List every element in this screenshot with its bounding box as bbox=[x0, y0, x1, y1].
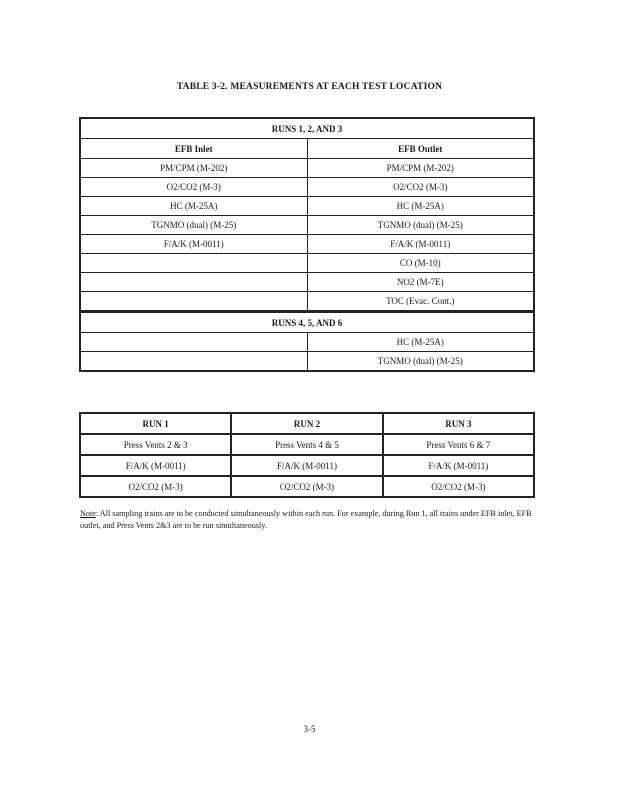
table-cell: Press Vents 6 & 7 bbox=[383, 434, 534, 455]
table-cell: F/A/K (M-0011) bbox=[307, 235, 534, 254]
table-cell: O2/CO2 (M-3) bbox=[307, 178, 534, 197]
table-cell: O2/CO2 (M-3) bbox=[80, 476, 231, 497]
table-row bbox=[80, 333, 534, 352]
section-header-runs-4-5-6: RUNS 4, 5, AND 6 bbox=[80, 312, 534, 333]
table-row bbox=[80, 292, 534, 312]
table-cell: PM/CPM (M-202) bbox=[307, 159, 534, 178]
table-cell: TGNMO (dual) (M-25) bbox=[307, 216, 534, 235]
table-cell: F/A/K (M-0011) bbox=[80, 235, 307, 254]
col-header-efb-inlet: EFB Inlet bbox=[80, 139, 307, 159]
table-title: TABLE 3-2. MEASUREMENTS AT EACH TEST LOCATION bbox=[176, 82, 443, 92]
table-cell: O2/CO2 (M-3) bbox=[383, 476, 534, 497]
table-cell: TOC (Evac. Cont.) bbox=[307, 292, 534, 312]
page-number: 3-5 bbox=[303, 724, 316, 734]
press-vents-table bbox=[79, 412, 535, 498]
table-cell bbox=[80, 254, 307, 273]
section-header-runs-1-2-3: RUNS 1, 2, AND 3 bbox=[80, 118, 534, 139]
note-label: Note bbox=[80, 509, 96, 518]
table-row bbox=[80, 434, 534, 455]
table-cell bbox=[80, 292, 307, 312]
table-row bbox=[80, 476, 534, 497]
table-cell: HC (M-25A) bbox=[80, 197, 307, 216]
table-cell: F/A/K (M-0011) bbox=[80, 455, 231, 476]
table-note bbox=[80, 508, 550, 532]
table-row bbox=[80, 216, 534, 235]
table-cell: HC (M-25A) bbox=[307, 197, 534, 216]
table-cell: O2/CO2 (M-3) bbox=[80, 178, 307, 197]
col-header-run-2: RUN 2 bbox=[231, 413, 382, 434]
table-cell: TGNMO (dual) (M-25) bbox=[307, 352, 534, 372]
table-cell: F/A/K (M-0011) bbox=[383, 455, 534, 476]
measurements-table-runs bbox=[79, 117, 535, 372]
table-cell: Press Vents 2 & 3 bbox=[80, 434, 231, 455]
table-cell bbox=[80, 273, 307, 292]
table-cell bbox=[80, 333, 307, 352]
table-cell: O2/CO2 (M-3) bbox=[231, 476, 382, 497]
table-row bbox=[80, 254, 534, 273]
col-header-run-1: RUN 1 bbox=[80, 413, 231, 434]
table-cell: TGNMO (dual) (M-25) bbox=[80, 216, 307, 235]
table-cell: PM/CPM (M-202) bbox=[80, 159, 307, 178]
col-header-efb-outlet: EFB Outlet bbox=[307, 139, 534, 159]
table-cell: Press Vents 4 & 5 bbox=[231, 434, 382, 455]
table-row bbox=[80, 235, 534, 254]
table-row bbox=[80, 197, 534, 216]
table-row bbox=[80, 273, 534, 292]
note-text: : All sampling trains are to be conducted simultaneously within each run. For example, during Run 1, all trains under EFB inlet, EFB outlet, and Press Vents 2&3 are to be run simultaneously. bbox=[80, 509, 532, 530]
table-cell bbox=[80, 352, 307, 372]
table-cell: F/A/K (M-0011) bbox=[231, 455, 382, 476]
table-cell: CO (M-10) bbox=[307, 254, 534, 273]
table-cell: HC (M-25A) bbox=[307, 333, 534, 352]
table-row bbox=[80, 178, 534, 197]
table-row bbox=[80, 159, 534, 178]
col-header-run-3: RUN 3 bbox=[383, 413, 534, 434]
table-row bbox=[80, 455, 534, 476]
table-cell: NO2 (M-7E) bbox=[307, 273, 534, 292]
table-row bbox=[80, 352, 534, 372]
